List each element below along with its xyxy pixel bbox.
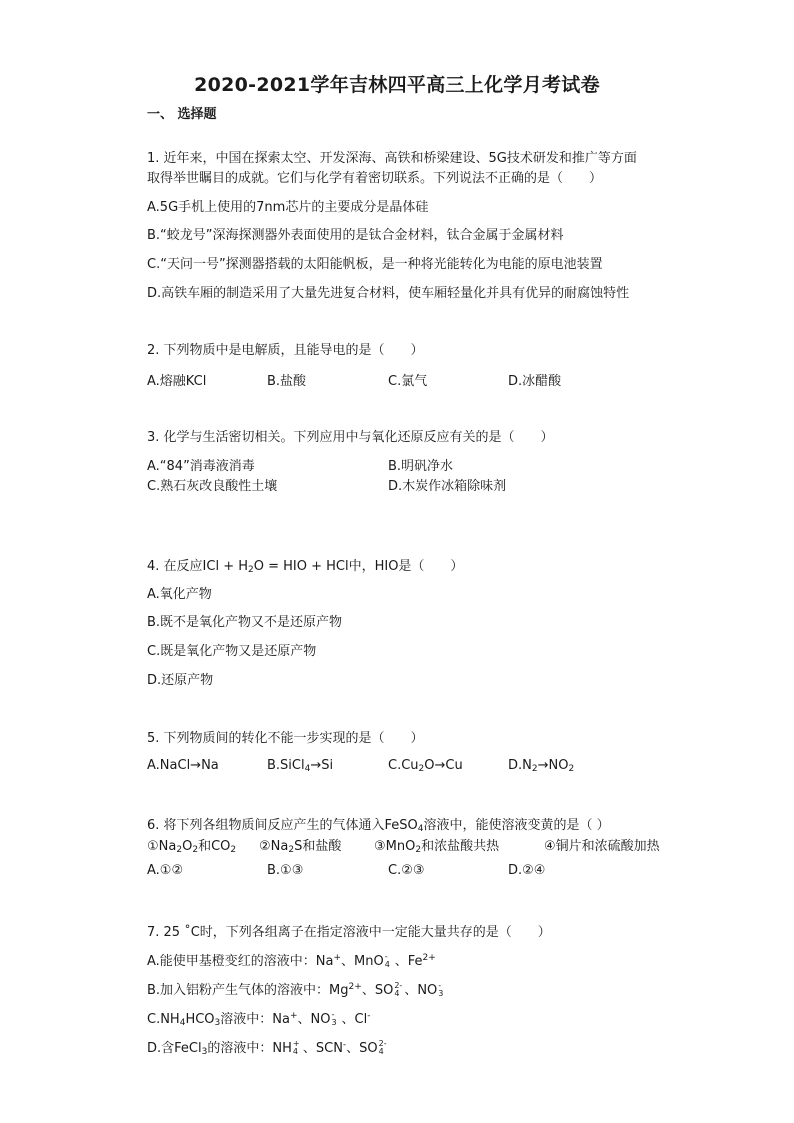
q7-c-sup1: +: [289, 1011, 298, 1021]
q7-a-t1: A.能使甲基橙变红的溶液中：Na: [147, 954, 334, 969]
q7-a-t3: 、Fe: [394, 954, 423, 969]
q6-i1-t3: 和CO: [198, 839, 231, 854]
q7-d-ion1-charge: +: [292, 1039, 300, 1048]
q4-option-c: C.既是氧化产物又是还原产物: [147, 644, 317, 659]
q7-c-t5: 、Cl: [341, 1012, 368, 1027]
q7-b-t2: 、SO: [361, 983, 394, 998]
q6-i3-s1: 2: [415, 845, 422, 855]
q5-option-a: A.NaCl→Na: [147, 758, 219, 773]
q7-c-t4: 、NO: [297, 1012, 331, 1027]
q5-stem: 5. 下列物质间的转化不能一步实现的是（ ）: [147, 731, 424, 746]
q5-c-text-1: C.Cu: [388, 758, 419, 773]
q6-stem: [147, 814, 610, 833]
q6-option-b: B.①③: [267, 863, 304, 878]
q7-b-ion1-charge: 2-: [394, 981, 403, 990]
q7-option-d: [147, 1037, 389, 1056]
q6-i1-t1: ①Na: [147, 839, 177, 854]
q7-option-b: [147, 979, 448, 998]
q3-option-c: C.熟石灰改良酸性土壤: [147, 479, 278, 494]
q1-option-a: A.5G手机上使用的7nm芯片的主要成分是晶体硅: [147, 200, 429, 215]
q6-i2-t2: S和盐酸: [294, 839, 342, 854]
q4-stem: [147, 555, 463, 574]
q7-d-sup1: -: [342, 1040, 347, 1050]
q5-b-text-2: →Si: [310, 758, 334, 773]
q4-stem-sub: 2: [248, 565, 254, 575]
q7-c-s2: 3: [214, 1018, 221, 1028]
q7-d-ion1-sub: 4: [292, 1047, 298, 1056]
q7-c-t1: C.NH: [147, 1012, 180, 1027]
q5-option-d: [508, 758, 574, 773]
q3-option-a: A.“84”消毒液消毒: [147, 459, 255, 474]
q5-option-c: [388, 758, 463, 773]
q3-option-b: B.明矾净水: [388, 459, 454, 474]
q7-b-t1: B.加入铝粉产生气体的溶液中：Mg: [147, 983, 349, 998]
q5-b-sub: 4: [304, 764, 311, 774]
q6-item-2: [259, 835, 341, 854]
q7-b-ion2-charge: -: [438, 981, 442, 990]
q7-d-t2: 的溶液中：NH: [207, 1041, 292, 1056]
q7-d-ion1: [292, 1041, 303, 1055]
q7-b-sup1: 2+: [348, 982, 362, 992]
q7-b-ion2: [437, 983, 448, 997]
q7-d-t4: 、SO: [346, 1041, 378, 1056]
q6-i1-s1: 2: [176, 845, 183, 855]
section-heading: 一、 选择题: [147, 107, 217, 122]
q5-option-b: [267, 758, 333, 773]
q7-d-s1: 3: [201, 1047, 208, 1057]
q2-option-b: B.盐酸: [267, 374, 307, 389]
q2-option-d: D.冰醋酸: [508, 374, 562, 389]
q7-a-sup2: 2+: [422, 953, 436, 963]
q7-a-t2: 、MnO: [341, 954, 384, 969]
q5-c-sub: 2: [418, 764, 425, 774]
q7-b-ion1-sub: 4: [394, 989, 400, 998]
q7-d-ion2: [378, 1041, 389, 1055]
q7-b-ion2-sub: 3: [438, 989, 444, 998]
q7-a-sup1: +: [333, 953, 342, 963]
q6-i3-t1: ③MnO: [374, 839, 416, 854]
q7-d-ion2-charge: 2-: [378, 1039, 387, 1048]
q1-option-b: B.“蛟龙号”深海探测器外表面使用的是钛合金材料，钛合金属于金属材料: [147, 228, 564, 243]
q7-stem: 7. 25 ˚C时，下列各组离子在指定溶液中一定能大量共存的是（ ）: [147, 925, 551, 940]
q6-i1-s2: 2: [192, 845, 199, 855]
q6-stem-text-2: 溶液中，能使溶液变黄的是（ ）: [423, 818, 610, 833]
q5-d-text-1: D.N: [508, 758, 532, 773]
q7-a-ion1-charge: -: [384, 952, 388, 961]
q7-option-c: [147, 1008, 370, 1027]
exam-title: 2020-2021学年吉林四平高三上化学月考试卷: [194, 74, 600, 96]
q6-i1-t2: O: [182, 839, 193, 854]
q6-i2-s1: 2: [288, 845, 295, 855]
q6-i1-s3: 2: [230, 845, 237, 855]
q7-b-t3: 、NO: [404, 983, 438, 998]
q7-d-ion2-sub: 4: [378, 1047, 384, 1056]
q7-option-a: [147, 950, 436, 969]
q6-stem-sub: 4: [417, 824, 424, 834]
q1-option-d: D.高铁车厢的制造采用了大量先进复合材料，使车厢轻量化并具有优异的耐腐蚀特性: [147, 286, 630, 301]
q4-stem-text-1: 4. 在反应ICl + H: [147, 559, 248, 574]
q6-option-d: D.②④: [508, 863, 546, 878]
q6-item-4: ④铜片和浓硫酸加热: [544, 839, 660, 854]
q7-c-t2: HCO: [185, 1012, 215, 1027]
q2-option-a: A.熔融KCl: [147, 374, 207, 389]
q4-option-a: A.氧化产物: [147, 587, 212, 602]
q1-stem-line-1: 1. 近年来，中国在探索太空、开发深海、高铁和桥梁建设、5G技术研发和推广等方面: [147, 151, 637, 166]
q5-d-text-2: →NO: [537, 758, 569, 773]
q7-a-ion1-sub: 4: [384, 960, 390, 969]
q1-stem-line-2: 取得举世瞩目的成就。它们与化学有着密切联系。下列说法不正确的是（ ）: [147, 171, 603, 186]
q4-stem-text-2: O = HIO + HCl中，HIO是（ ）: [253, 559, 464, 574]
q7-a-ion1: [384, 954, 395, 968]
q7-d-t1: D.含FeCl: [147, 1041, 202, 1056]
q6-i3-t2: 和浓盐酸共热: [421, 839, 500, 854]
q6-item-1: [147, 835, 236, 854]
q6-option-c: C.②③: [388, 863, 425, 878]
q3-option-d: D.木炭作冰箱除味剂: [388, 479, 507, 494]
q7-c-ion1-sub: 3: [331, 1018, 337, 1027]
q6-stem-text-1: 6. 将下列各组物质间反应产生的气体通入FeSO: [147, 818, 418, 833]
q7-c-ion1-charge: -: [331, 1010, 335, 1019]
q7-c-ion1: [331, 1012, 342, 1026]
q7-c-sup2: -: [367, 1011, 371, 1021]
q3-stem: 3. 化学与生活密切相关。下列应用中与氧化还原反应有关的是（ ）: [147, 430, 554, 445]
q5-d-sub-2: 2: [568, 764, 575, 774]
q4-option-d: D.还原产物: [147, 673, 214, 688]
q7-c-s1: 4: [179, 1018, 186, 1028]
q1-option-c: C.“天问一号”探测器搭载的太阳能帆板，是一种将光能转化为电能的原电池装置: [147, 257, 603, 272]
q2-option-c: C.氯气: [388, 374, 428, 389]
q7-b-ion1: [393, 983, 404, 997]
q4-option-b: B.既不是氧化产物又不是还原产物: [147, 615, 343, 630]
q5-c-text-2: O→Cu: [424, 758, 463, 773]
q6-item-3: [374, 835, 499, 854]
q2-stem: 2. 下列物质中是电解质，且能导电的是（ ）: [147, 343, 424, 358]
q5-b-text-1: B.SiCl: [267, 758, 305, 773]
q6-option-a: A.①②: [147, 863, 184, 878]
q7-c-t3: 溶液中：Na: [220, 1012, 290, 1027]
q6-i2-t1: ②Na: [259, 839, 289, 854]
q5-d-sub-1: 2: [531, 764, 538, 774]
q7-d-t3: 、SCN: [302, 1041, 343, 1056]
